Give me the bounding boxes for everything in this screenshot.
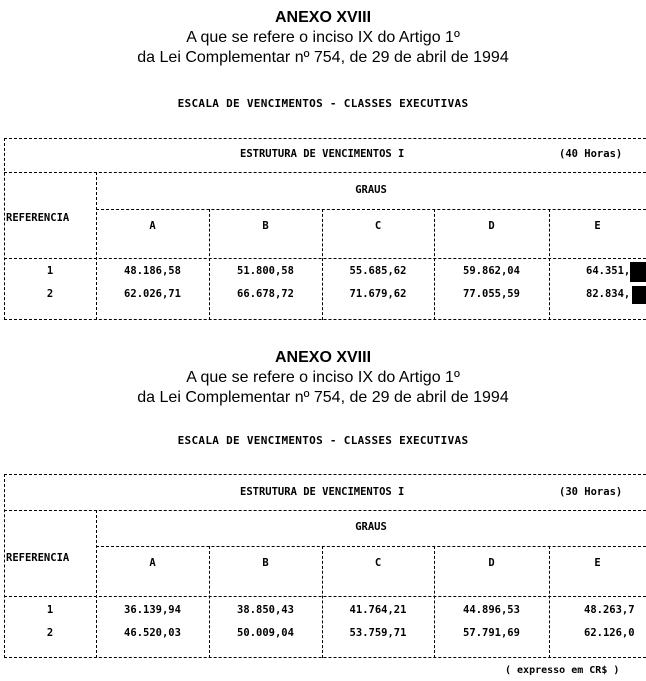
- value-cell: 62.026,71: [124, 288, 181, 300]
- grade-a-header: A: [149, 557, 156, 569]
- value-cell: 53.759,71: [349, 627, 407, 639]
- value-cell: 38.850,43: [237, 604, 294, 616]
- annex-reference-line: A que se refere o inciso IX do Artigo 1º: [186, 369, 460, 386]
- value-cell: 57.791,69: [463, 627, 520, 639]
- value-cell: 36.139,94: [124, 604, 181, 616]
- annex-title: ANEXO XVIII: [274, 9, 372, 26]
- value-cell: 50.009,04: [237, 627, 294, 639]
- scan-smear: [630, 262, 646, 282]
- value-cell: 41.764,21: [349, 604, 407, 616]
- value-cell: 44.896,53: [463, 604, 520, 616]
- salary-table-30h: [4, 474, 646, 659]
- scan-smear: [632, 286, 646, 304]
- grade-d-header: D: [488, 220, 495, 232]
- value-cell: 55.685,62: [349, 265, 407, 277]
- graus-label: GRAUS: [355, 184, 387, 196]
- grade-a-header: A: [149, 220, 156, 232]
- grade-e-header: E: [594, 557, 601, 569]
- value-cell: 51.800,58: [237, 265, 294, 277]
- scale-subtitle: ESCALA DE VENCIMENTOS - CLASSES EXECUTIVAS: [177, 434, 469, 447]
- value-cell: 66.678,72: [237, 288, 294, 300]
- value-cell: 62.126,0: [584, 627, 635, 639]
- scale-subtitle: ESCALA DE VENCIMENTOS - CLASSES EXECUTIVAS: [177, 97, 469, 110]
- value-cell: 64.351,: [586, 265, 631, 277]
- value-cell: 59.862,04: [463, 265, 520, 277]
- grade-b-header: B: [262, 557, 269, 569]
- salary-table-40h: [4, 138, 646, 321]
- value-cell: 82.834,: [586, 288, 631, 300]
- referencia-label: REFERENCIA: [6, 552, 70, 564]
- value-cell: 46.520,03: [124, 627, 181, 639]
- hours-label: (30 Horas): [559, 486, 623, 498]
- annex-heading: [0, 8, 646, 68]
- currency-footnote: ( expresso em CR$ ): [505, 665, 620, 676]
- annex-law-line: da Lei Complementar nº 754, de 29 de abril de 1994: [137, 49, 509, 66]
- graus-label: GRAUS: [355, 521, 387, 533]
- value-cell: 77.055,59: [463, 288, 520, 300]
- grade-c-header: C: [374, 557, 382, 569]
- grade-e-header: E: [594, 220, 601, 232]
- value-cell: 48.186,58: [124, 265, 181, 277]
- hours-label: (40 Horas): [559, 148, 623, 160]
- grade-b-header: B: [262, 220, 269, 232]
- annex-heading: [0, 348, 646, 408]
- annex-reference-line: A que se refere o inciso IX do Artigo 1º: [186, 29, 460, 46]
- annex-law-line: da Lei Complementar nº 754, de 29 de abril de 1994: [137, 389, 509, 406]
- structure-label: ESTRUTURA DE VENCIMENTOS I: [240, 486, 405, 498]
- structure-label: ESTRUTURA DE VENCIMENTOS I: [240, 148, 405, 160]
- ref-cell: 1: [46, 265, 54, 277]
- ref-cell: 2: [46, 627, 54, 639]
- ref-cell: 2: [46, 288, 54, 300]
- grade-c-header: C: [374, 220, 382, 232]
- grade-d-header: D: [488, 557, 495, 569]
- referencia-label: REFERENCIA: [6, 212, 70, 224]
- annex-title: ANEXO XVIII: [274, 349, 372, 366]
- ref-cell: 1: [46, 604, 54, 616]
- value-cell: 71.679,62: [349, 288, 407, 300]
- value-cell: 48.263,7: [584, 604, 635, 616]
